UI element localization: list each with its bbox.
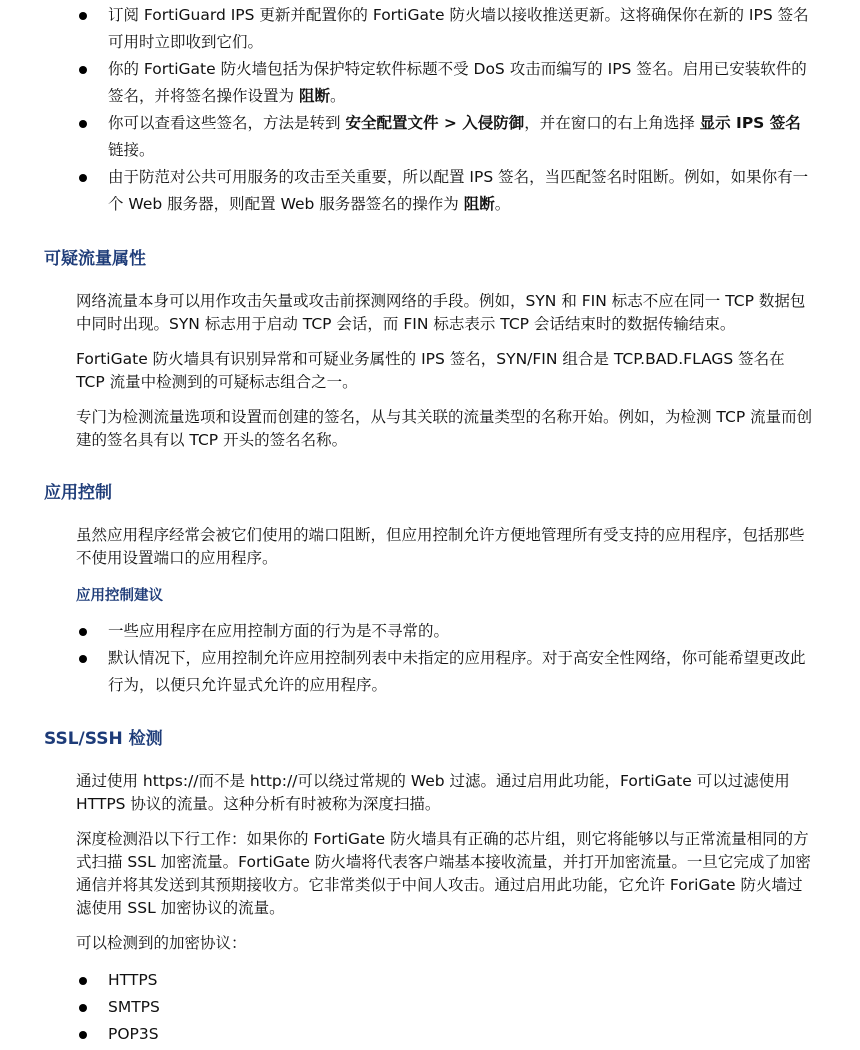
list-item: POP3S <box>76 1021 816 1048</box>
ssl-paragraph: 深度检测沿以下行工作：如果你的 FortiGate 防火墙具有正确的芯片组，则它将能够以与正常流量相同的方式扫描 SSL 加密流量。FortiGate 防火墙将代表客户端基本接收流量，并打开加密流量。一旦它完成了加密通信并将其发送到其预期接收方。它非常类似于中间人攻击。通过启用此功能，它允许 ForiGate 防火墙过滤使用 SSL 加密协议的流量。 <box>76 830 811 917</box>
suspicious-paragraph: 专门为检测流量选项和设置而创建的签名，从与其关联的流量类型的名称开始。例如，为检测 TCP 流量而创建的签名具有以 TCP 开头的签名名称。 <box>76 408 813 449</box>
list-item: 你可以查看这些签名，方法是转到 安全配置文件 > 入侵防御，并在窗口的右上角选择 显示 IPS 签名 链接。 <box>76 110 816 164</box>
subsection-heading-app-control-advice: 应用控制建议 <box>76 588 163 604</box>
ssl-paragraph: 可以检测到的加密协议： <box>76 934 247 952</box>
section-heading-suspicious-traffic: 可疑流量属性 <box>44 249 146 269</box>
list-item: 订阅 FortiGuard IPS 更新并配置你的 FortiGate 防火墙以接收推送更新。这将确保你在新的 IPS 签名可用时立即收到它们。 <box>76 2 816 56</box>
section-heading-ssl-ssh: SSL/SSH 检测 <box>44 729 163 749</box>
app-control-advice-list <box>76 618 816 699</box>
list-item: 一些应用程序在应用控制方面的行为是不寻常的。 <box>76 618 816 645</box>
list-item: 你的 FortiGate 防火墙包括为保护特定软件标题不受 DoS 攻击而编写的 IPS 签名。启用已安装软件的签名，并将签名操作设置为 阻断。 <box>76 56 816 110</box>
list-item: 由于防范对公共可用服务的攻击至关重要，所以配置 IPS 签名，当匹配签名时阻断。例如，如果你有一个 Web 服务器，则配置 Web 服务器签名的操作为 阻断。 <box>76 164 816 218</box>
ssl-paragraph: 通过使用 https://而不是 http://可以绕过常规的 Web 过滤。通过启用此功能，FortiGate 可以过滤使用 HTTPS 协议的流量。这种分析有时被称为深度扫描。 <box>76 772 790 813</box>
encrypted-protocol-list <box>76 967 816 1048</box>
suspicious-paragraph: 网络流量本身可以用作攻击矢量或攻击前探测网络的手段。例如，SYN 和 FIN 标志不应在同一 TCP 数据包中同时出现。SYN 标志用于启动 TCP 会话，而 FIN 标志表示 TCP 会话结束时的数据传输结束。 <box>76 292 806 333</box>
list-item: HTTPS <box>76 967 816 994</box>
list-item: SMTPS <box>76 994 816 1021</box>
section-heading-app-control: 应用控制 <box>44 483 112 503</box>
list-item: 默认情况下，应用控制允许应用控制列表中未指定的应用程序。对于高安全性网络，你可能希望更改此行为，以便只允许显式允许的应用程序。 <box>76 645 816 699</box>
ips-recommendation-list <box>76 2 816 218</box>
suspicious-paragraph: FortiGate 防火墙具有识别异常和可疑业务属性的 IPS 签名，SYN/FIN 组合是 TCP.BAD.FLAGS 签名在 TCP 流量中检测到的可疑标志组合之一。 <box>76 350 785 391</box>
app-control-paragraph: 虽然应用程序经常会被它们使用的端口阻断，但应用控制允许方便地管理所有受支持的应用程序，包括那些不使用设置端口的应用程序。 <box>76 526 805 567</box>
